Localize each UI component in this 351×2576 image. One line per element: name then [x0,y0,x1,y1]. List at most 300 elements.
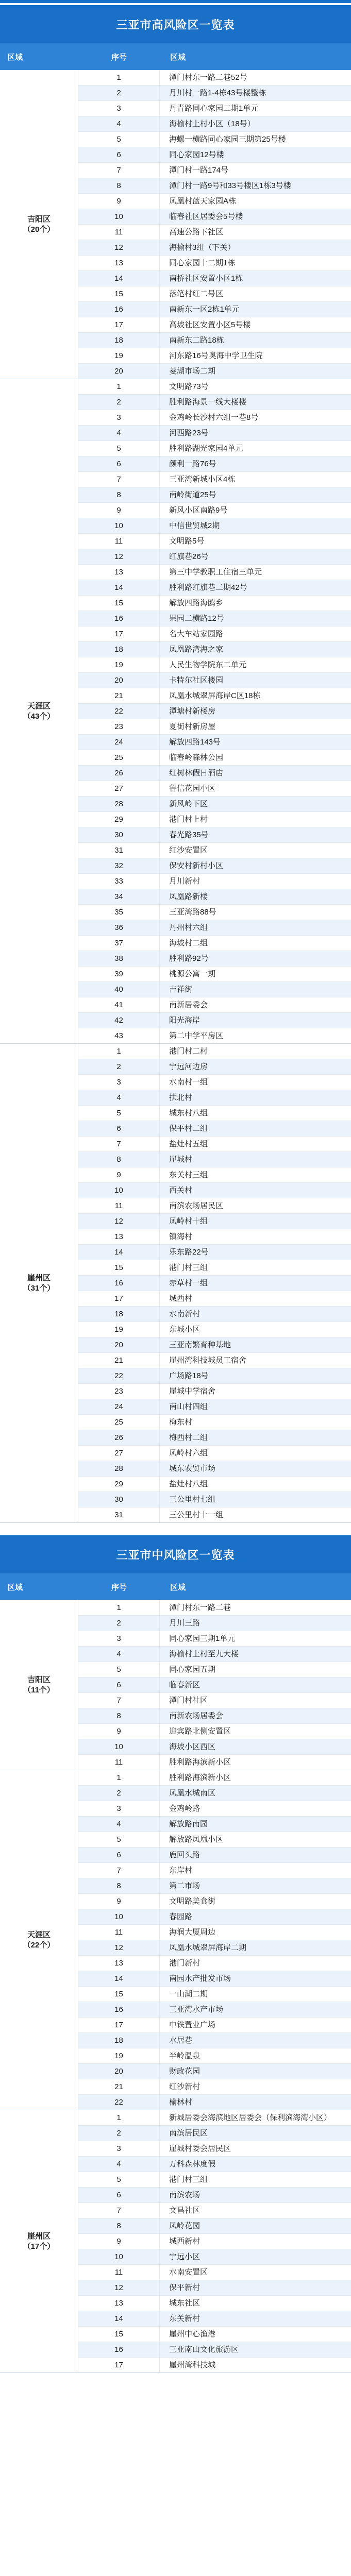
row-seq: 24 [78,1399,160,1414]
row-area: 潭门村一路9号和33号楼区1栋3号楼 [169,181,291,190]
row-seq: 30 [78,1492,160,1507]
row-seq: 18 [78,333,160,348]
header-area: 区域 [170,1583,186,1592]
row-seq: 25 [78,750,160,765]
row-area: 高速公路下社区 [169,227,224,236]
table-row [78,1446,351,1461]
table-row [78,472,351,487]
row-area: 港门村三组 [169,1263,208,1272]
row-area: 港门村上村 [169,815,208,824]
table-row [78,2033,351,2048]
row-area: 春光路35号 [169,830,209,839]
row-seq: 1 [78,1770,160,1785]
row-seq: 14 [78,1971,160,1986]
row-area: 镇海村 [169,1232,193,1241]
row-seq: 9 [78,2234,160,2249]
row-area: 第二市场 [169,1881,200,1890]
row-area: 凤凰水城翠屏海岸C区18栋 [169,691,261,700]
row-seq: 15 [78,1260,160,1275]
row-seq: 21 [78,1353,160,1368]
table-row [78,1137,351,1152]
table-row [78,1245,351,1260]
district-rows [78,1770,351,2110]
row-seq: 17 [78,317,160,332]
row-area: 西关村 [169,1185,193,1195]
table-row [78,410,351,426]
table-row [78,1616,351,1631]
row-seq: 4 [78,426,160,440]
row-seq: 37 [78,936,160,951]
row-area: 凤岭村十组 [169,1216,208,1226]
row-seq: 13 [78,1956,160,1971]
row-area: 文明路73号 [169,382,209,391]
table-row [78,1353,351,1368]
row-seq: 14 [78,271,160,286]
row-area: 临春新区 [169,1680,200,1689]
row-seq: 9 [78,1894,160,1909]
district-label [0,2110,78,2373]
row-area: 迎宾路北侧安置区 [169,1726,231,1736]
table-row [78,1461,351,1477]
row-seq: 2 [78,395,160,410]
row-seq: 10 [78,518,160,533]
table-row [78,1492,351,1507]
table-row [78,2095,351,2110]
row-seq: 2 [78,86,160,100]
mid-risk-table-body [0,1600,351,2373]
row-seq: 15 [78,2327,160,2342]
row-area: 阳光海岸 [169,1015,200,1025]
row-area: 三亚湾路88号 [169,907,216,917]
row-seq: 12 [78,549,160,564]
table-row [78,2110,351,2126]
table-row [78,2188,351,2203]
table-row [78,812,351,827]
row-area: 三亚湾新城小区4栋 [169,474,236,484]
row-area: 凤凰路新楼 [169,892,208,901]
mid-risk-title: 三亚市中风险区一览表 [0,1535,351,1573]
table-row [78,1430,351,1446]
row-seq: 40 [78,982,160,997]
table-row [78,2327,351,2342]
table-row [78,997,351,1013]
row-seq: 1 [78,1600,160,1615]
row-area: 月川三路 [169,1618,200,1628]
row-seq: 16 [78,2002,160,2017]
row-area: 临春社区居委会5号楼 [169,212,243,221]
row-seq: 1 [78,70,160,85]
table-row [78,1399,351,1415]
row-seq: 29 [78,1477,160,1492]
row-area: 拱北村 [169,1093,193,1102]
district-separator [0,1522,351,1523]
table-row [78,70,351,86]
row-area: 宁远小区 [169,2252,200,2261]
row-area: 崖城中学宿舍 [169,1386,216,1396]
row-area: 河西路23号 [169,428,209,437]
district-count: （43个） [23,712,55,721]
table-row [78,302,351,317]
row-seq: 4 [78,1090,160,1105]
row-area: 胜利路海滨新小区 [169,1773,231,1782]
row-area: 梅西村二组 [169,1433,208,1442]
row-seq: 26 [78,1430,160,1445]
table-row [78,101,351,116]
row-seq: 15 [78,286,160,301]
row-seq: 38 [78,951,160,966]
row-area: 崖州中心渔港 [169,2329,216,2338]
table-row [78,1307,351,1322]
table-row [78,286,351,302]
table-row [78,1848,351,1863]
row-seq: 9 [78,194,160,209]
row-seq: 31 [78,843,160,858]
row-seq: 2 [78,1059,160,1074]
row-area: 港门村三组 [169,2175,208,2184]
district-count: （17个） [23,2242,55,2251]
row-seq: 9 [78,503,160,518]
table-row [78,348,351,364]
table-row [78,2203,351,2218]
row-area: 城西新村 [169,2236,200,2246]
row-area: 崖州湾科技城员工宿舍 [169,1355,247,1365]
table-row [78,2265,351,2280]
row-area: 崖城村委会居民区 [169,2144,231,2153]
table-row [78,1384,351,1399]
row-area: 保安村新村小区 [169,861,224,870]
row-seq: 8 [78,1152,160,1167]
row-seq: 4 [78,1647,160,1662]
top-accent-bar [0,0,351,3]
table-row [78,2172,351,2188]
district-rows [78,379,351,1044]
row-seq: 16 [78,2342,160,2357]
table-row [78,920,351,936]
row-area: 临春岭森林公园 [169,753,224,762]
row-seq: 15 [78,1987,160,2002]
row-seq: 19 [78,657,160,672]
row-seq: 43 [78,1028,160,1043]
row-seq: 2 [78,1616,160,1631]
table-row [78,1183,351,1198]
row-seq: 16 [78,1276,160,1291]
row-seq: 13 [78,2296,160,2311]
table-row [78,2296,351,2311]
row-seq: 17 [78,1291,160,1306]
row-seq: 5 [78,2172,160,2187]
row-seq: 22 [78,2095,160,2110]
table-row [78,1739,351,1755]
district-name: 吉阳区 [27,215,51,224]
row-area: 崖城村 [169,1155,193,1164]
table-row [78,379,351,395]
row-area: 月川新村 [169,876,200,886]
row-seq: 3 [78,1075,160,1090]
district-label [0,1044,78,1523]
table-row [78,1817,351,1832]
row-area: 解放四路海鸥乡 [169,598,224,607]
row-seq: 6 [78,147,160,162]
row-area: 赤草村一组 [169,1278,208,1287]
table-row [78,1229,351,1245]
table-row [78,1075,351,1090]
table-row [78,2280,351,2296]
table-row [78,147,351,163]
row-area: 胜利路红旗巷二期42号 [169,583,247,592]
high-risk-title: 三亚市高风险区一览表 [0,5,351,43]
row-area: 凤岭村六组 [169,1448,208,1458]
row-area: 文明路5号 [169,536,205,546]
table-row [78,1925,351,1940]
mid-risk-table-header [0,1573,351,1600]
row-seq: 6 [78,1677,160,1692]
row-seq: 4 [78,1817,160,1832]
row-area: 解放路南园 [169,1819,208,1828]
row-seq: 1 [78,379,160,394]
row-area: 南新居委会 [169,1000,208,1009]
table-row [78,1415,351,1430]
district-rows [78,1600,351,1770]
table-row [78,596,351,611]
table-row [78,1059,351,1075]
table-row [78,240,351,256]
row-area: 文昌社区 [169,2206,200,2215]
table-row [78,719,351,735]
header-area: 区域 [170,53,186,62]
row-seq: 11 [78,534,160,549]
table-row [78,750,351,766]
row-seq: 9 [78,1724,160,1739]
row-area: 落笔村红二号区 [169,289,224,298]
table-row [78,2234,351,2249]
row-area: 城东村八组 [169,1108,208,1117]
table-row [78,549,351,565]
row-area: 港门新村 [169,1958,200,1968]
row-seq: 33 [78,874,160,889]
table-row [78,565,351,580]
row-area: 同心家园十二期1栋 [169,258,236,267]
row-seq: 25 [78,1415,160,1430]
row-area: 一山湖二期 [169,1989,208,1998]
row-seq: 6 [78,1848,160,1862]
row-area: 胜利路海滨新小区 [169,1757,231,1767]
row-area: 颜利一路76号 [169,459,216,468]
table-row [78,951,351,967]
row-seq: 20 [78,673,160,688]
row-area: 梅东村 [169,1417,193,1427]
table-row [78,889,351,905]
row-seq: 13 [78,565,160,580]
table-row [78,2064,351,2079]
table-row [78,194,351,209]
row-seq: 11 [78,1925,160,1940]
table-row [78,1708,351,1724]
table-row [78,827,351,843]
row-seq: 12 [78,1214,160,1229]
table-row [78,704,351,719]
table-row [78,271,351,286]
row-seq: 12 [78,240,160,255]
row-seq: 13 [78,1229,160,1244]
row-area: 半岭温泉 [169,2051,200,2060]
table-row [78,611,351,626]
row-seq: 5 [78,132,160,147]
table-row [78,1044,351,1059]
row-seq: 5 [78,1662,160,1677]
row-area: 保平新村 [169,2283,200,2292]
row-area: 南桥社区安置小区1栋 [169,274,243,283]
table-row [78,395,351,410]
row-area: 水南村一组 [169,1077,208,1087]
row-seq: 10 [78,209,160,224]
row-seq: 3 [78,410,160,425]
row-area: 南滨农场 [169,2190,200,2199]
row-seq: 20 [78,2064,160,2079]
table-row [78,86,351,101]
table-row [78,967,351,982]
row-seq: 26 [78,766,160,781]
row-area: 中信世贸城2期 [169,521,220,530]
district-rows [78,2110,351,2373]
row-area: 海坡村二组 [169,938,208,947]
row-seq: 19 [78,1322,160,1337]
row-area: 南岭街道25号 [169,490,216,499]
row-area: 水居巷 [169,2036,193,2045]
table-row [78,116,351,132]
row-seq: 24 [78,735,160,750]
row-area: 新风小区南路9号 [169,505,228,515]
row-seq: 7 [78,472,160,487]
row-area: 金鸡岭长沙村六组一巷8号 [169,413,259,422]
row-seq: 17 [78,2018,160,2032]
row-seq: 17 [78,626,160,641]
row-area: 广场路18号 [169,1371,209,1380]
row-area: 果园二横路12号 [169,614,224,623]
row-seq: 21 [78,2079,160,2094]
row-area: 鹿回头路 [169,1850,200,1859]
table-row [78,1956,351,1971]
row-area: 高坡社区安置小区5号楼 [169,320,251,329]
table-row [78,673,351,688]
district-name: 崖州区 [27,2232,51,2241]
table-row [78,1167,351,1183]
row-area: 南滨居民区 [169,2128,208,2138]
high-risk-table-body [0,70,351,1523]
row-seq: 8 [78,1708,160,1723]
row-seq: 7 [78,1863,160,1878]
row-area: 第三中学教职工住宿三单元 [169,567,262,577]
row-area: 海润大厦周边 [169,1927,216,1937]
row-area: 财政花园 [169,2066,200,2076]
row-area: 第二中学平房区 [169,1031,224,1040]
district-label [0,1770,78,2110]
table-row [78,1878,351,1894]
table-row [78,2157,351,2172]
row-seq: 11 [78,1755,160,1770]
table-row [78,626,351,642]
table-row [78,766,351,781]
row-seq: 10 [78,1909,160,1924]
district-name: 天涯区 [27,702,51,710]
row-area: 河东路16号奥海中学卫生院 [169,351,263,360]
row-area: 鲁信花园小区 [169,784,216,793]
row-area: 潭门村东一路二巷52号 [169,73,247,82]
row-area: 三亚湾水产市场 [169,2005,224,2014]
row-seq: 3 [78,101,160,116]
table-row [78,688,351,704]
table-row [78,317,351,333]
row-area: 海榆村上村小区（18号） [169,119,255,128]
table-row [78,456,351,472]
table-row [78,487,351,503]
row-seq: 6 [78,456,160,471]
row-area: 盐灶村八组 [169,1479,208,1488]
row-area: 月川村一路1-4栋43号楼整栋 [169,88,266,97]
row-area: 潭塘村新楼房 [169,706,216,716]
row-seq: 21 [78,688,160,703]
row-area: 南新东二路18栋 [169,335,224,345]
row-area: 丹州村六组 [169,923,208,932]
row-seq: 8 [78,1878,160,1893]
row-seq: 30 [78,827,160,842]
row-seq: 8 [78,178,160,193]
row-seq: 5 [78,441,160,456]
row-area: 南新东一区2栋1单元 [169,304,240,314]
table-row [78,1724,351,1739]
table-row [78,905,351,920]
table-row [78,1832,351,1848]
table-row [78,1755,351,1770]
row-seq: 19 [78,348,160,363]
row-area: 文明路美食街 [169,1896,216,1906]
row-area: 万科森林度假 [169,2159,216,2168]
row-area: 南园水产批发市场 [169,1974,231,1983]
table-row [78,1152,351,1167]
row-seq: 42 [78,1013,160,1028]
table-row [78,1600,351,1616]
table-row [78,1909,351,1925]
row-seq: 34 [78,889,160,904]
table-row [78,1260,351,1276]
table-row [78,503,351,518]
row-seq: 19 [78,2048,160,2063]
table-row [78,796,351,812]
table-row [78,441,351,456]
row-seq: 6 [78,2188,160,2202]
table-row [78,518,351,534]
table-row [78,1693,351,1708]
table-row [78,1863,351,1878]
table-row [78,426,351,441]
table-row [78,1477,351,1492]
table-row [78,534,351,549]
row-seq: 2 [78,1786,160,1801]
row-seq: 11 [78,2265,160,2280]
district-rows [78,1044,351,1523]
row-area: 丹青路同心家园二期1单元 [169,104,259,113]
high-risk-panel [0,5,351,1523]
row-area: 桃源公寓一期 [169,969,216,978]
row-seq: 3 [78,1801,160,1816]
row-area: 胜利路湖光家园4单元 [169,444,243,453]
row-area: 潭门村东一路二巷 [169,1603,231,1612]
row-area: 人民生物学院东二单元 [169,660,247,669]
table-row [78,1647,351,1662]
row-seq: 11 [78,225,160,240]
row-area: 同心家园三期1单元 [169,1634,236,1643]
table-row [78,858,351,874]
row-area: 新城居委会海滨地区居委会（保利滨海湾小区） [169,2113,332,2122]
